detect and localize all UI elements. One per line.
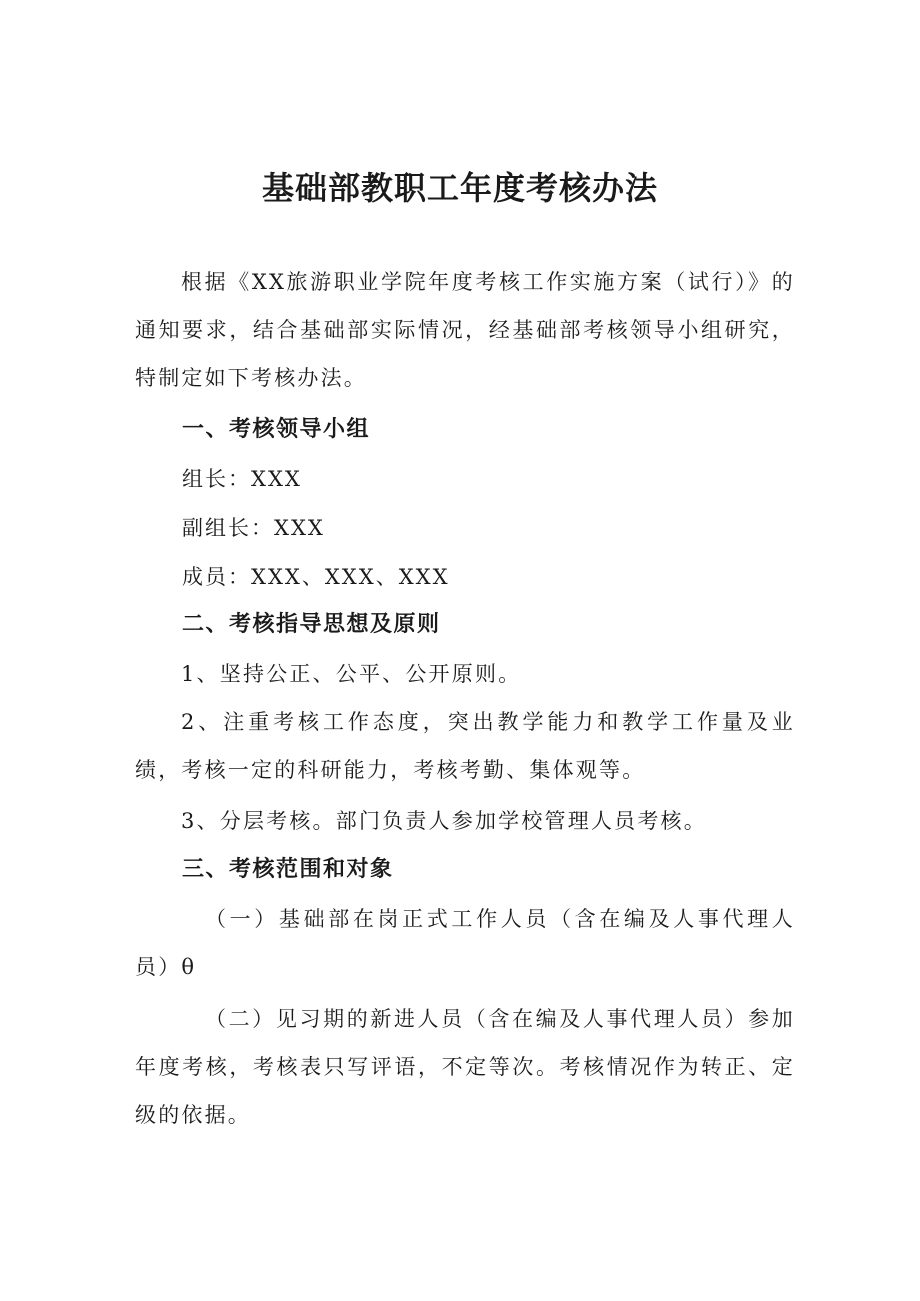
scope-item-1: （一）基础部在岗正式工作人员（含在编及人事代理人员）θ (135, 907, 795, 979)
members-line: 成员：XXX、XXX、XXX (182, 565, 450, 589)
section-1-heading: 一、考核领导小组 (182, 417, 371, 442)
section-3-heading: 三、考核范围和对象 (182, 857, 394, 882)
document-title: 基础部教职工年度考核办法 (261, 169, 658, 207)
group-leader-line: 组长：XXX (182, 467, 302, 491)
principle-item-3: 3、分层考核。部门负责人参加学校管理人员考核。 (181, 809, 707, 833)
intro-paragraph: 根据《XX旅游职业学院年度考核工作实施方案（试行）》的通知要求，结合基础部实际情况，经基础部考核领导小组研究，特制定如下考核办法。 (135, 270, 795, 390)
principle-item-2: 2、注重考核工作态度，突出教学能力和教学工作量及业绩，考核一定的科研能力，考核考勤、集体观等。 (135, 710, 795, 782)
section-2-heading: 二、考核指导思想及原则 (182, 612, 441, 637)
scope-item-2: （二）见习期的新进人员（含在编及人事代理人员）参加年度考核，考核表只写评语，不定等次。考核情况作为转正、定级的依据。 (135, 1007, 795, 1127)
principle-item-1: 1、坚持公正、公平、公开原则。 (181, 662, 522, 686)
deputy-leader-line: 副组长：XXX (182, 516, 325, 540)
